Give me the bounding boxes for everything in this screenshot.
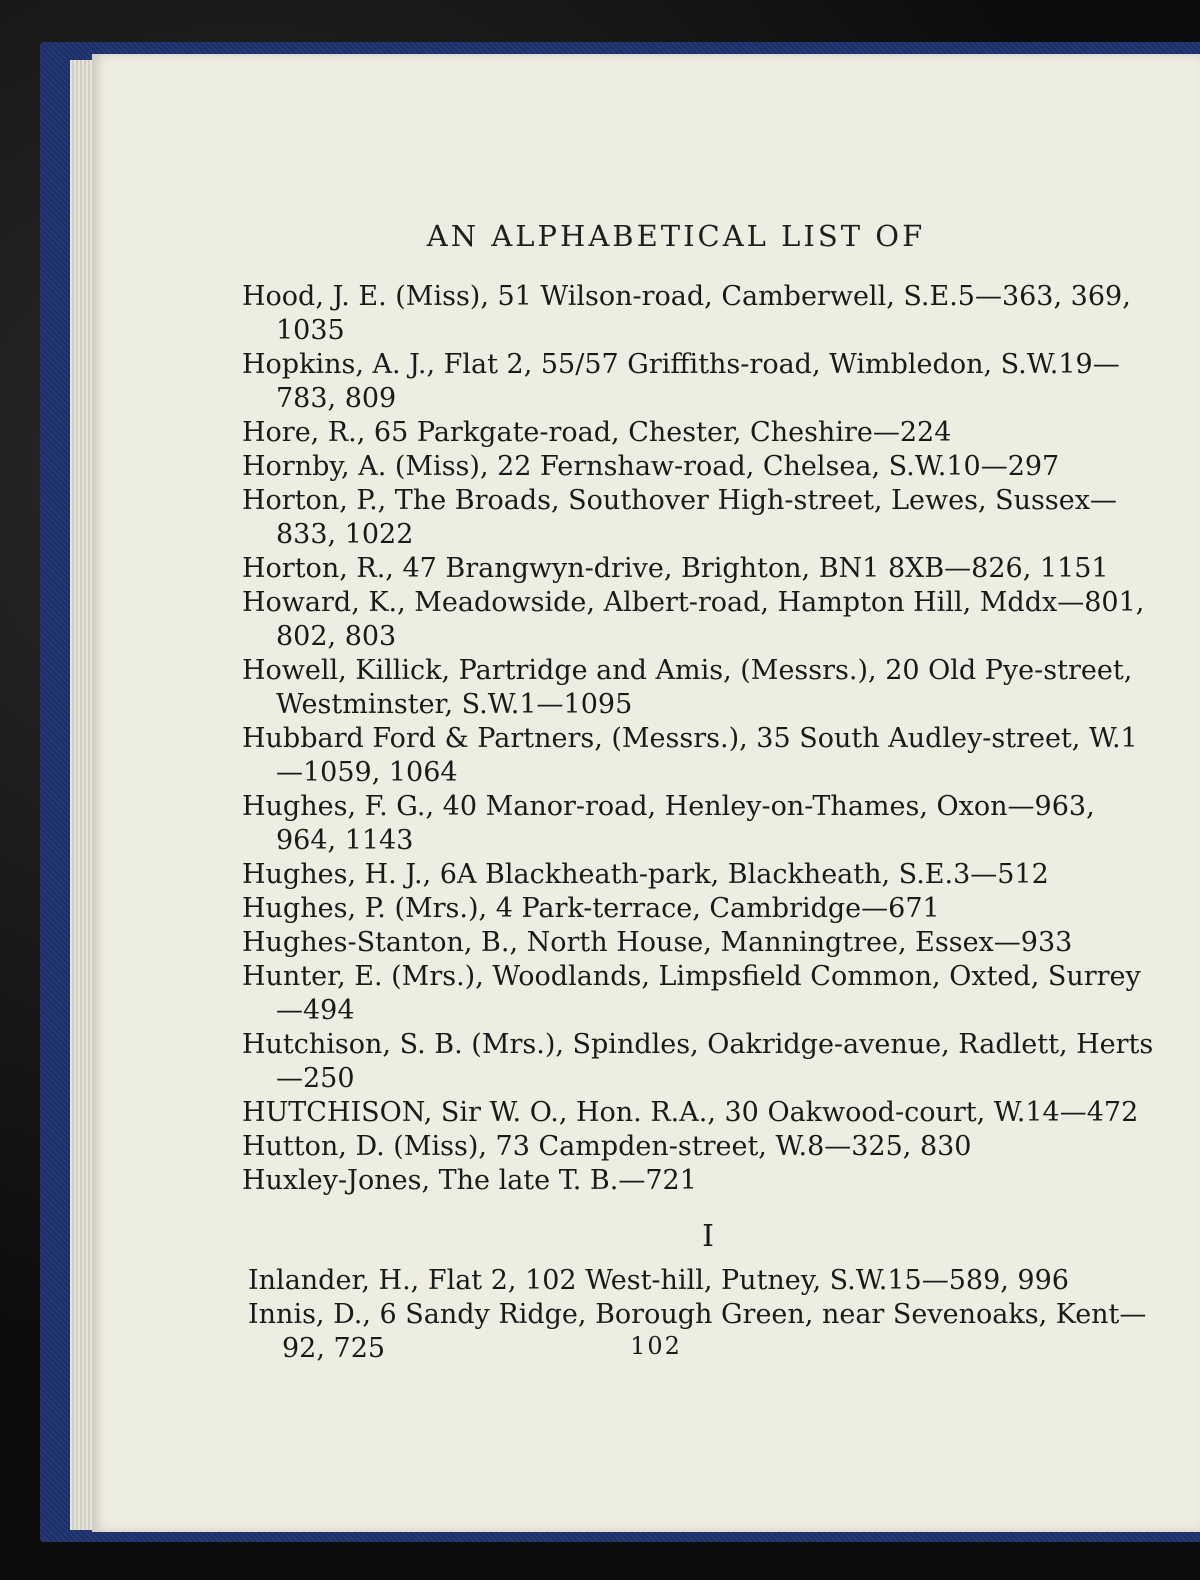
list-entry: Hore, R., 65 Parkgate-road, Chester, Cheshire—224 [242, 417, 952, 448]
list-entry: Howell, Killick, Partridge and Amis, (Messrs.), 20 Old Pye-street, Westminster, S.W.1—1095 [242, 655, 1133, 720]
list-entry: Hood, J. E. (Miss), 51 Wilson-road, Camberwell, S.E.5—363, 369, 1035 [242, 281, 1131, 346]
list-entry: Inlander, H., Flat 2, 102 West-hill, Putney, S.W.15—589, 996 [248, 1265, 1069, 1296]
list-entry: Hughes, P. (Mrs.), 4 Park-terrace, Cambridge—671 [242, 893, 940, 924]
list-entry: Hughes, F. G., 40 Manor-road, Henley-on-Thames, Oxon—963, 964, 1143 [242, 791, 1095, 856]
list-entry: Hunter, E. (Mrs.), Woodlands, Limpsfield Common, Oxted, Surrey—494 [242, 961, 1141, 1026]
list-entry: Hughes-Stanton, B., North House, Manningtree, Essex—933 [242, 927, 1073, 958]
list-entry: Hopkins, A. J., Flat 2, 55/57 Griffiths-road, Wimbledon, S.W.19—783, 809 [242, 349, 1120, 414]
page-heading: AN ALPHABETICAL LIST OF [426, 219, 926, 253]
list-entry: Horton, R., 47 Brangwyn-drive, Brighton, BN1 8XB—826, 1151 [242, 553, 1109, 584]
list-entry: Horton, P., The Broads, Southover High-street, Lewes, Sussex—833, 1022 [242, 485, 1117, 550]
list-entry: HUTCHISON, Sir W. O., Hon. R.A., 30 Oakwood-court, W.14—472 [242, 1097, 1139, 1128]
list-entry: Hornby, A. (Miss), 22 Fernshaw-road, Chelsea, S.W.10—297 [242, 451, 1060, 482]
list-entry: Hutton, D. (Miss), 73 Campden-street, W.8—325, 830 [242, 1131, 972, 1162]
page-number: 102 [630, 1332, 682, 1360]
list-entry: Howard, K., Meadowside, Albert-road, Hampton Hill, Mddx—801, 802, 803 [242, 587, 1145, 652]
list-entry: Huxley-Jones, The late T. B.—721 [242, 1165, 697, 1196]
list-entry: Hutchison, S. B. (Mrs.), Spindles, Oakridge-avenue, Radlett, Herts—250 [242, 1029, 1154, 1094]
section-letter: I [702, 1219, 714, 1254]
list-entry: Hughes, H. J., 6A Blackheath-park, Blackheath, S.E.3—512 [242, 859, 1049, 890]
list-entry: Innis, D., 6 Sandy Ridge, Borough Green, near Sevenoaks, Kent—92, 725 [248, 1299, 1147, 1364]
book-page [92, 54, 1200, 1532]
list-entry: Hubbard Ford & Partners, (Messrs.), 35 South Audley-street, W.1—1059, 1064 [242, 723, 1138, 788]
entry-list-h [242, 280, 1162, 1198]
